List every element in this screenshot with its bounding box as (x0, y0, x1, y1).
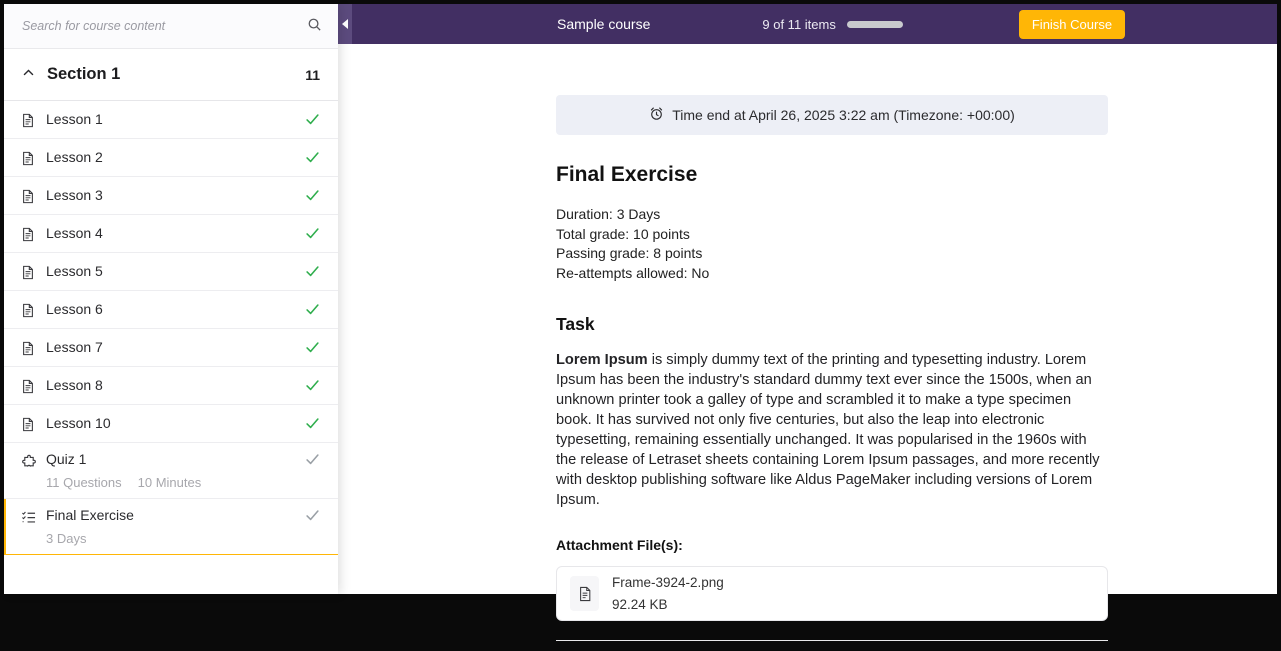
sidebar-item-lesson-6[interactable] (4, 291, 338, 329)
task-heading: Task (556, 314, 595, 334)
search-icon (307, 17, 322, 35)
search-input[interactable] (20, 18, 307, 34)
alarm-clock-icon (649, 106, 664, 124)
sidebar-item-final-exercise[interactable] (4, 499, 338, 555)
sidebar-item-lesson-4[interactable] (4, 215, 338, 253)
item-label: Lesson 10 (46, 414, 111, 431)
item-meta-value: 11 Questions (46, 475, 122, 490)
item-meta-value: 10 Minutes (137, 475, 202, 490)
exercise-meta (556, 205, 1108, 283)
check-icon (305, 265, 320, 278)
sidebar-item-lesson-5[interactable] (4, 253, 338, 291)
item-label: Final Exercise (46, 507, 134, 523)
progress-bar (847, 21, 903, 28)
item-label: Quiz 1 (46, 451, 87, 467)
meta-duration: Duration: 3 Days (556, 206, 661, 222)
meta-reattempts: Re-attempts allowed: No (556, 264, 710, 281)
item-label: Lesson 2 (46, 148, 103, 165)
main-area (338, 4, 1277, 612)
sidebar-item-lesson-10[interactable] (4, 405, 338, 443)
time-end-text: Time end at April 26, 2025 3:22 am (Timezone: +00:00) (672, 107, 1015, 123)
checklist-icon (21, 510, 37, 524)
attachment-file-card[interactable] (556, 566, 1108, 621)
check-icon (305, 379, 320, 392)
course-search-row (4, 4, 338, 49)
item-label: Lesson 3 (46, 186, 103, 203)
file-size: 92.24 KB (612, 597, 668, 612)
task-text: is simply dummy text of the printing and typesetting industry. Lorem Ipsum has been the industry's standard dummy text ever since the 1500s, when an unknown printer took a galley of type and scrambled it to make a type specimen book. It has survived not only five centuries, but also the leap into electronic typesetting, remaining essentially unchanged. It was popularised in the 1960s with the release of Letraset sheets containing Lorem Ipsum passages, and more recently with desktop publishing software like Aldus PageMaker including versions of Lorem Ipsum. (556, 352, 1100, 508)
file-icon (570, 576, 599, 611)
puzzle-icon (21, 454, 37, 470)
meta-passing-grade: Passing grade: 8 points (556, 245, 703, 261)
doc-icon (21, 379, 37, 394)
finish-course-button[interactable]: Finish Course (1019, 10, 1125, 39)
course-progress (762, 17, 902, 32)
sidebar-item-quiz-1[interactable] (4, 443, 338, 499)
sidebar-collapse-button[interactable] (338, 4, 352, 44)
check-icon (305, 341, 320, 354)
attachment-heading: Attachment File(s): (556, 537, 683, 553)
section-item-count: 11 (305, 66, 320, 83)
section-header[interactable] (4, 49, 338, 101)
sidebar-item-lesson-1[interactable] (4, 101, 338, 139)
check-icon (305, 417, 320, 430)
task-paragraph (556, 350, 1108, 510)
content-column (556, 44, 1108, 651)
doc-icon (21, 227, 37, 242)
course-sidebar (4, 4, 338, 594)
content-divider (556, 640, 1108, 641)
course-window (4, 4, 1277, 612)
check-icon (305, 113, 320, 126)
doc-icon (21, 341, 37, 356)
item-label: Lesson 1 (46, 110, 103, 127)
search-button[interactable] (307, 17, 322, 35)
sidebar-item-lesson-8[interactable] (4, 367, 338, 405)
triangle-left-icon (342, 19, 348, 29)
meta-total-grade: Total grade: 10 points (556, 225, 690, 242)
item-label: Lesson 6 (46, 300, 103, 317)
item-content (338, 44, 1277, 651)
doc-icon (21, 303, 37, 318)
file-name: Frame-3924-2.png (612, 575, 724, 590)
course-title: Sample course (557, 16, 651, 32)
item-label: Lesson 7 (46, 338, 103, 355)
course-topbar (338, 4, 1277, 44)
check-icon (305, 151, 320, 164)
check-icon (305, 189, 320, 202)
check-icon (305, 227, 320, 240)
sidebar-item-lesson-7[interactable] (4, 329, 338, 367)
check-icon (305, 303, 320, 316)
doc-icon (21, 189, 37, 204)
item-meta (46, 531, 305, 546)
chevron-up-icon (22, 66, 35, 84)
item-meta-value: 3 Days (46, 531, 87, 546)
item-label: Lesson 8 (46, 376, 103, 393)
item-label: Lesson 4 (46, 224, 103, 241)
doc-icon (21, 417, 37, 432)
section-title: Section 1 (47, 65, 121, 83)
page-title: Final Exercise (556, 163, 698, 186)
progress-label: 9 of 11 items (762, 16, 836, 32)
section-item-list (4, 101, 338, 594)
item-label: Lesson 5 (46, 262, 103, 279)
file-info (612, 575, 724, 612)
check-icon (305, 509, 320, 522)
sidebar-item-lesson-3[interactable] (4, 177, 338, 215)
item-meta (46, 475, 305, 490)
doc-icon (21, 265, 37, 280)
check-icon (305, 453, 320, 466)
doc-icon (21, 151, 37, 166)
time-end-banner (556, 95, 1108, 135)
sidebar-item-lesson-2[interactable] (4, 139, 338, 177)
task-lead: Lorem Ipsum (556, 352, 648, 368)
doc-icon (21, 113, 37, 128)
